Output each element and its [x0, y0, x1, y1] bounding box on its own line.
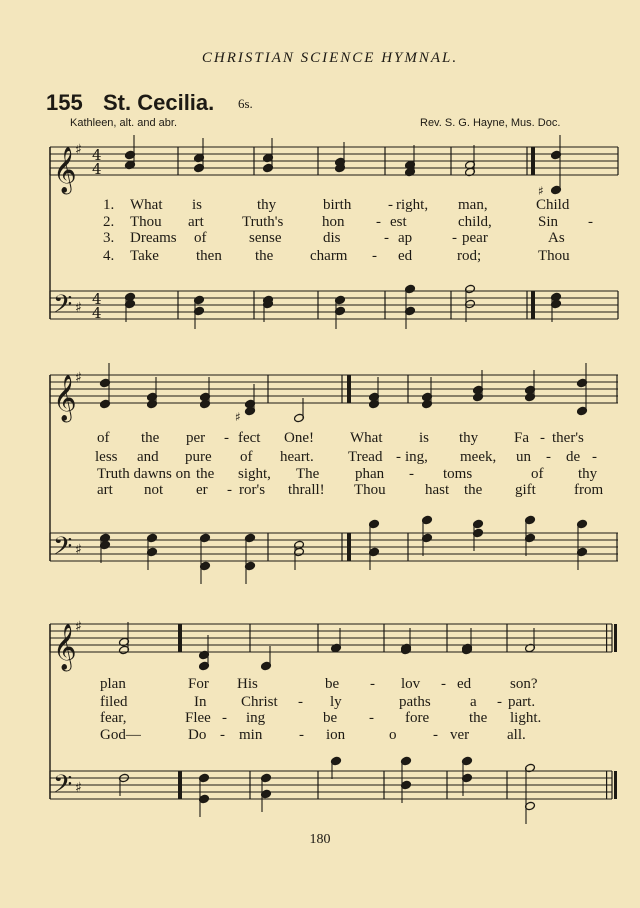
lyric-syllable: - — [546, 449, 551, 465]
lyric-syllable: pear — [462, 230, 488, 246]
lyric-syllable: - — [224, 430, 229, 446]
lyric-syllable: hast — [425, 482, 450, 498]
lyric-syllable: man, — [458, 197, 488, 213]
key-sharp: ♯ — [75, 780, 82, 796]
lyric-syllable: - — [298, 694, 303, 710]
thick-barline — [347, 375, 351, 403]
lyric-syllable: thy — [578, 466, 598, 482]
lyric-syllable: the — [141, 430, 160, 446]
lyric-syllable: - — [388, 197, 393, 213]
lyric-syllable: child, — [458, 214, 492, 230]
lyric-syllable: His — [237, 676, 258, 692]
lyric-syllable: Truth dawns on — [97, 466, 191, 482]
bass-clef: 𝄢 — [53, 770, 73, 805]
lyric-syllable: phan — [355, 466, 385, 482]
lyric-syllable: What — [350, 430, 383, 446]
lyric-syllable: er — [196, 482, 208, 498]
lyric-syllable: sight, — [238, 466, 271, 482]
lyric-syllable: Child — [536, 197, 570, 213]
lyric-syllable: not — [144, 482, 164, 498]
lyric-syllable: fect — [238, 430, 261, 446]
lyric-syllable: de — [566, 449, 581, 465]
lyric-syllable: be — [325, 676, 340, 692]
bass-clef: 𝄢 — [53, 290, 73, 325]
lyric-syllable: ed — [398, 248, 413, 264]
lyric-syllable: - — [376, 214, 381, 230]
lyric-syllable: - — [497, 694, 502, 710]
lyric-syllable: - — [220, 727, 225, 743]
sharp-accidental: ♯ — [538, 184, 544, 198]
key-sharp: ♯ — [75, 370, 82, 386]
lyric-syllable: of — [97, 430, 110, 446]
lyric-syllable: Flee — [185, 710, 211, 726]
lyric-syllable: Thou — [130, 214, 162, 230]
lyric-syllable: the — [255, 248, 274, 264]
time-signature: 4 — [92, 290, 102, 308]
lyric-syllable: 3. — [103, 230, 115, 246]
lyric-syllable: part. — [508, 694, 536, 710]
lyric-syllable: - — [369, 710, 374, 726]
lyric-syllable: min — [239, 727, 263, 743]
lyric-syllable: charm — [310, 248, 348, 264]
running-title: CHRISTIAN SCIENCE HYMNAL. — [201, 50, 459, 66]
lyric-syllable: fore — [405, 710, 430, 726]
lyric-syllable: ed — [457, 676, 472, 692]
lyric-syllable: all. — [507, 727, 526, 743]
lyric-syllable: - — [588, 214, 593, 230]
lyric-syllable: ly — [330, 694, 342, 710]
lyric-syllable: toms — [443, 466, 473, 482]
lyric-syllable: ing, — [405, 449, 428, 465]
lyric-syllable: per — [186, 430, 206, 446]
page-number: 180 — [309, 832, 331, 847]
thick-barline — [531, 147, 535, 175]
lyric-syllable: of — [531, 466, 544, 482]
lyric-syllable: o — [389, 727, 397, 743]
lyric-syllable: heart. — [280, 449, 314, 465]
lyric-syllable: then — [196, 248, 222, 264]
lyric-syllable: art — [97, 482, 113, 498]
lyric-syllable: of — [194, 230, 207, 246]
lyric-syllable: - — [227, 482, 232, 498]
lyric-syllable: As — [548, 230, 565, 246]
treble-clef: 𝄞 — [53, 147, 77, 193]
lyric-syllable: the — [469, 710, 488, 726]
words-credit: Kathleen, alt. and abr. — [70, 117, 178, 129]
key-sharp: ♯ — [75, 142, 82, 158]
lyric-syllable: - — [370, 676, 375, 692]
lyric-syllable: - — [372, 248, 377, 264]
lyric-syllable: Take — [130, 248, 159, 264]
lyric-syllable: ap — [398, 230, 413, 246]
lyric-syllable: a — [470, 694, 477, 710]
lyric-syllable: Tread — [348, 449, 383, 465]
lyric-syllable: light. — [510, 710, 542, 726]
lyric-syllable: be — [323, 710, 338, 726]
lyric-syllable: filed — [100, 694, 128, 710]
lyric-syllable: - — [222, 710, 227, 726]
lyric-syllable: ing — [246, 710, 266, 726]
lyric-syllable: sense — [249, 230, 282, 246]
lyric-syllable: 2. — [103, 214, 115, 230]
sharp-accidental: ♯ — [235, 410, 241, 424]
lyric-syllable: son? — [510, 676, 538, 692]
lyric-syllable: ther's — [552, 430, 584, 446]
lyric-syllable: God— — [100, 727, 141, 743]
lyric-syllable: pure — [185, 449, 212, 465]
lyric-syllable: Do — [188, 727, 207, 743]
lyric-syllable: 1. — [103, 197, 115, 213]
key-sharp: ♯ — [75, 619, 82, 635]
lyric-syllable: thy — [257, 197, 277, 213]
lyric-syllable: art — [188, 214, 204, 230]
lyric-syllable: ion — [326, 727, 346, 743]
lyric-syllable: Thou — [354, 482, 386, 498]
lyric-syllable: from — [574, 482, 604, 498]
lyric-syllable: is — [192, 197, 203, 213]
lyric-syllable: - — [299, 727, 304, 743]
lyric-syllable: fear, — [100, 710, 127, 726]
thick-barline — [531, 291, 535, 319]
lyric-syllable: and — [137, 449, 159, 465]
time-signature: 4 — [92, 160, 102, 178]
lyric-syllable: un — [516, 449, 531, 465]
lyric-syllable: the — [464, 482, 483, 498]
lyric-syllable: - — [592, 449, 597, 465]
lyric-syllable: - — [433, 727, 438, 743]
lyric-syllable: Sin — [538, 214, 559, 230]
treble-clef: 𝄞 — [53, 624, 77, 670]
lyric-syllable: gift — [515, 482, 536, 498]
bass-clef: 𝄢 — [53, 532, 73, 567]
lyric-syllable: lov — [401, 676, 421, 692]
lyric-syllable: is — [419, 430, 430, 446]
final-barline — [614, 624, 617, 652]
lyric-syllable: ver — [450, 727, 470, 743]
lyric-syllable: less — [95, 449, 118, 465]
key-sharp: ♯ — [75, 542, 82, 558]
key-sharp: ♯ — [75, 300, 82, 316]
time-signature: 4 — [92, 146, 102, 164]
lyric-syllable: In — [194, 694, 207, 710]
thick-barline — [178, 771, 182, 799]
lyric-syllable: meek, — [460, 449, 497, 465]
lyric-syllable: What — [130, 197, 163, 213]
music-credit: Rev. S. G. Hayne, Mus. Doc. — [420, 117, 561, 129]
lyric-syllable: - — [540, 430, 545, 446]
lyric-syllable: - — [384, 230, 389, 246]
lyric-syllable: Fa — [514, 430, 529, 446]
meter: 6s. — [238, 96, 253, 111]
thick-barline — [178, 624, 182, 652]
lyric-syllable: - — [409, 466, 414, 482]
lyric-syllable: right, — [396, 197, 429, 213]
lyric-syllable: Christ — [241, 694, 278, 710]
lyric-syllable: dis — [323, 230, 341, 246]
time-signature: 4 — [92, 304, 102, 322]
final-barline — [606, 624, 607, 652]
lyric-syllable: birth — [323, 197, 352, 213]
lyric-syllable: rod; — [457, 248, 482, 264]
lyric-syllable: ror's — [239, 482, 266, 498]
final-barline — [614, 771, 617, 799]
tune-name: St. Cecilia. — [103, 90, 215, 115]
lyric-syllable: Truth's — [242, 214, 284, 230]
treble-clef: 𝄞 — [53, 375, 77, 421]
lyric-syllable: Thou — [538, 248, 570, 264]
lyric-syllable: Dreams — [130, 230, 177, 246]
thick-barline — [347, 533, 351, 561]
lyric-syllable: thy — [459, 430, 479, 446]
lyric-syllable: paths — [399, 694, 431, 710]
hymn-number: 155 — [46, 90, 83, 115]
lyric-syllable: thrall! — [288, 482, 325, 498]
lyric-syllable: 4. — [103, 248, 115, 264]
lyric-syllable: hon — [322, 214, 345, 230]
lyric-syllable: One! — [284, 430, 314, 446]
lyric-syllable: - — [396, 449, 401, 465]
lyric-syllable: the — [196, 466, 215, 482]
lyric-syllable: plan — [100, 676, 126, 692]
lyric-syllable: - — [441, 676, 446, 692]
lyric-syllable: of — [240, 449, 253, 465]
lyric-syllable: - — [452, 230, 457, 246]
lyric-syllable: For — [188, 676, 209, 692]
final-barline — [606, 771, 607, 799]
lyric-syllable: est — [390, 214, 407, 230]
lyric-syllable: The — [296, 466, 320, 482]
